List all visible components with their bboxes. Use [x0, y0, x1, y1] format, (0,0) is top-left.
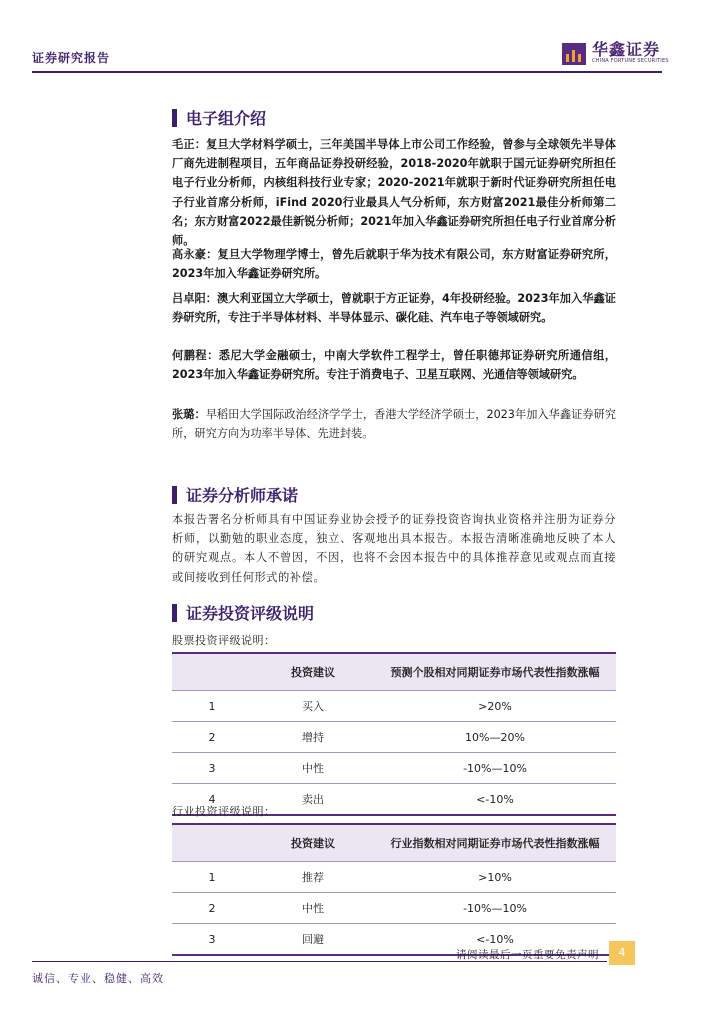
promise-section-title: 证券分析师承诺 [172, 483, 298, 506]
rating-advice: 中性 [252, 893, 374, 924]
bio-zhang-lu [172, 405, 616, 443]
rating-advice: 推荐 [252, 862, 374, 893]
rating-number: 3 [172, 753, 252, 784]
table-header-cell [172, 653, 252, 691]
rating-range: <-10% [374, 784, 616, 816]
rating-number: 2 [172, 893, 252, 924]
section-bar-icon [172, 604, 177, 622]
header-divider [32, 71, 662, 73]
rating-range: -10%—10% [374, 893, 616, 924]
bio-gao-yonghao: 高永豪：复旦大学物理学博士，曾先后就职于华为技术有限公司，东方财富证券研究所，2023年加入华鑫证券研究所。 [172, 248, 616, 281]
table-header-cell: 投资建议 [252, 653, 374, 691]
logo-english-name: CHINA FORTUNE SECURITIES [592, 58, 669, 64]
industry-rating-table [172, 823, 616, 956]
bio-lv-zhuoyang: 吕卓阳：澳大利亚国立大学硕士，曾就职于方正证券，4年投研经验。2023年加入华鑫证券研究所，专注于半导体材料、半导体显示、碳化硅、汽车电子等领域研究。 [172, 292, 616, 325]
company-logo [562, 42, 669, 65]
rating-range: <-10% [374, 924, 616, 956]
bio-mao-zheng: 毛正：复旦大学材料学硕士，三年美国半导体上市公司工作经验，曾参与全球领先半导体厂商先进制程项目，五年商品证券投研经验，2018-2020年就职于国元证券研究所担任电子行业分析师，内核组科技行业专家；2020-2021年就职于新时代证券研究所担任电子行业首席分析师，iFind 2020行业最具人气分析师，东方财富2021最佳分析师第二名；东方财富2022最佳新锐分析师；2021年加入华鑫证券研究所担任电子行业首席分析师。 [172, 138, 616, 248]
table-header-cell: 投资建议 [252, 824, 374, 862]
rating-range: 10%—20% [374, 722, 616, 753]
rating-advice: 卖出 [252, 784, 374, 816]
page-number: 4 [609, 941, 635, 965]
table-header-cell: 行业指数相对同期证券市场代表性指数涨幅 [374, 824, 616, 862]
rating-number: 2 [172, 722, 252, 753]
stock-rating-table [172, 652, 616, 816]
rating-number: 3 [172, 924, 252, 956]
logo-chinese-name: 华鑫证券 [592, 40, 661, 59]
rating-advice: 买入 [252, 691, 374, 722]
rating-range: -10%—10% [374, 753, 616, 784]
bio-he-pengcheng: 何鹏程：悉尼大学金融硕士，中南大学软件工程学士，曾任职德邦证券研究所通信组，2023年加入华鑫证券研究所。专注于消费电子、卫星互联网、光通信等领域研究。 [172, 349, 616, 382]
analyst-promise-text: 本报告署名分析师具有中国证券业协会授予的证券投资咨询执业资格并注册为证券分析师，以勤勉的职业态度，独立、客观地出具本报告。本报告清晰准确地反映了本人的研究观点。本人不曾因，不因，也将不会因本报告中的具体推荐意见或观点而直接或间接收到任何形式的补偿。 [172, 513, 616, 584]
industry-rating-caption: 行业投资评级说明： [172, 805, 276, 818]
rating-range: >10% [374, 862, 616, 893]
table-row [172, 893, 616, 924]
table-header-cell [172, 824, 252, 862]
rating-advice: 中性 [252, 753, 374, 784]
disclaimer-note: 请阅读最后一页重要免责声明 [456, 949, 599, 961]
table-header-cell: 预测个股相对同期证券市场代表性指数涨幅 [374, 653, 616, 691]
section-bar-icon [172, 109, 177, 127]
rating-range: >20% [374, 691, 616, 722]
table-row [172, 691, 616, 722]
bio-zhang-lu-name: 张璐： [172, 408, 206, 421]
rating-section-title: 证券投资评级说明 [172, 601, 314, 624]
table-row [172, 862, 616, 893]
bio-zhang-lu-text: 早稻田大学国际政治经济学学士，香港大学经济学硕士，2023年加入华鑫证券研究所，研究方向为功率半导体、先进封装。 [172, 408, 616, 441]
rating-advice: 增持 [252, 722, 374, 753]
rating-number: 1 [172, 691, 252, 722]
team-section-title: 电子组介绍 [172, 106, 266, 129]
rating-number: 1 [172, 862, 252, 893]
footer-divider [32, 961, 607, 962]
rating-number: 4 [172, 784, 252, 816]
section-bar-icon [172, 486, 177, 504]
company-motto: 诚信、专业、稳健、高效 [32, 972, 164, 985]
rating-advice: 回避 [252, 924, 374, 956]
report-type-label: 证券研究报告 [32, 51, 111, 65]
table-row [172, 722, 616, 753]
logo-mark-icon [562, 43, 586, 65]
stock-rating-caption: 股票投资评级说明： [172, 634, 276, 647]
table-row [172, 753, 616, 784]
